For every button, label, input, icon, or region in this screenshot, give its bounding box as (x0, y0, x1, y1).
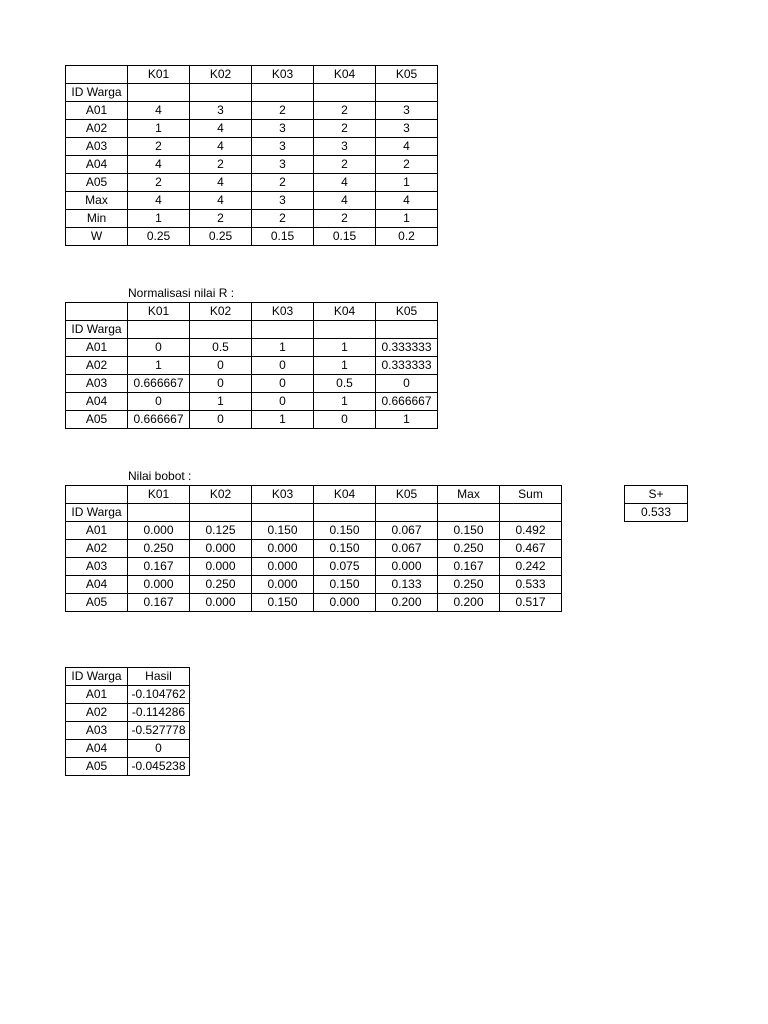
row-label: A03 (66, 558, 128, 576)
table-cell: 4 (190, 138, 252, 156)
table-cell (252, 321, 314, 339)
table-cell: 0.150 (314, 576, 376, 594)
table-cell: 0.533 (500, 576, 562, 594)
table-cell: 0.167 (128, 558, 190, 576)
table-cell: 0 (190, 357, 252, 375)
table-cell: 0 (128, 339, 190, 357)
table-cell: 2 (314, 120, 376, 138)
column-header: K04 (314, 303, 376, 321)
row-label: ID Warga (66, 504, 128, 522)
table-cell: 0.000 (128, 576, 190, 594)
weights-table-body (66, 486, 562, 612)
column-header: K01 (128, 303, 190, 321)
table-cell: 0.150 (314, 522, 376, 540)
table-row (66, 228, 438, 246)
table-cell: 2 (190, 210, 252, 228)
table-row (66, 558, 562, 576)
table-cell: 1 (314, 339, 376, 357)
column-header: Hasil (128, 668, 190, 686)
row-label: A05 (66, 594, 128, 612)
table-cell: -0.114286 (128, 704, 190, 722)
table-cell (376, 504, 438, 522)
table-cell: 3 (376, 120, 438, 138)
row-label: A01 (66, 522, 128, 540)
row-label: A05 (66, 174, 128, 192)
row-label: A02 (66, 540, 128, 558)
table-cell: 3 (252, 120, 314, 138)
table-cell (500, 504, 562, 522)
table-cell: 4 (190, 174, 252, 192)
table-cell: 4 (376, 192, 438, 210)
table-cell: 0.200 (438, 594, 500, 612)
table-header-row (66, 486, 562, 504)
table-cell: 2 (314, 156, 376, 174)
results-table-body (66, 668, 190, 776)
row-label: A03 (66, 375, 128, 393)
table-row (66, 375, 438, 393)
table-header-row (66, 66, 438, 84)
table-cell: 3 (190, 102, 252, 120)
table-cell: 3 (252, 192, 314, 210)
column-header: K05 (376, 66, 438, 84)
table-cell: 0 (252, 357, 314, 375)
table-cell: 1 (376, 210, 438, 228)
table-cell: 0.000 (252, 576, 314, 594)
column-header: ID Warga (66, 668, 128, 686)
table-cell: 0 (314, 411, 376, 429)
table-cell (314, 84, 376, 102)
row-label: A03 (66, 722, 128, 740)
table-row (66, 722, 190, 740)
table-cell: 1 (314, 357, 376, 375)
table-cell: 0.666667 (128, 375, 190, 393)
table-row (66, 504, 562, 522)
s-plus-table (624, 485, 688, 522)
table-cell: 0.150 (252, 594, 314, 612)
table-cell: 4 (314, 174, 376, 192)
table-cell: 0.517 (500, 594, 562, 612)
column-header: K03 (252, 486, 314, 504)
normalization-caption: Normalisasi nilai R : (128, 286, 235, 300)
s-plus-value: 0.533 (625, 504, 688, 522)
table-cell: 0.250 (128, 540, 190, 558)
table-cell (314, 504, 376, 522)
table-cell: 0.666667 (376, 393, 438, 411)
column-header: K03 (252, 303, 314, 321)
table-header-row (66, 668, 190, 686)
table-cell: 0.200 (376, 594, 438, 612)
table-cell: 0 (252, 393, 314, 411)
weights-caption: Nilai bobot : (128, 469, 192, 483)
table-cell: 1 (190, 393, 252, 411)
table-cell: -0.104762 (128, 686, 190, 704)
table-cell: 0.15 (314, 228, 376, 246)
table-cell: 4 (190, 120, 252, 138)
table-cell: 1 (252, 411, 314, 429)
table-cell: 4 (128, 156, 190, 174)
column-header: K03 (252, 66, 314, 84)
table-cell: 4 (314, 192, 376, 210)
table-row (66, 686, 190, 704)
table-row (66, 192, 438, 210)
table-cell (128, 84, 190, 102)
table-cell: 3 (252, 156, 314, 174)
table-cell: -0.045238 (128, 758, 190, 776)
table-cell (190, 84, 252, 102)
table-cell: 1 (128, 210, 190, 228)
table-cell: 2 (252, 210, 314, 228)
row-label: A05 (66, 411, 128, 429)
table-cell: 0.067 (376, 540, 438, 558)
table-cell: 0.000 (376, 558, 438, 576)
table-cell: 0.333333 (376, 339, 438, 357)
table-cell: 1 (128, 357, 190, 375)
table-row (66, 210, 438, 228)
table-cell: 0.150 (314, 540, 376, 558)
table-cell: 0.000 (190, 540, 252, 558)
table-cell: 4 (190, 192, 252, 210)
row-label: A02 (66, 704, 128, 722)
table-cell: 0 (128, 393, 190, 411)
table-cell: 0.250 (438, 576, 500, 594)
table-cell: 3 (252, 138, 314, 156)
table-cell: 0.000 (314, 594, 376, 612)
row-label: A02 (66, 357, 128, 375)
table-cell: 0.492 (500, 522, 562, 540)
table-row (66, 411, 438, 429)
column-header: K04 (314, 486, 376, 504)
row-label: A02 (66, 120, 128, 138)
table-cell: 2 (314, 210, 376, 228)
table-cell: 0.150 (438, 522, 500, 540)
table-row (66, 758, 190, 776)
column-header: K05 (376, 303, 438, 321)
table-cell: 0 (376, 375, 438, 393)
table-cell: 0.000 (190, 558, 252, 576)
column-header: K05 (376, 486, 438, 504)
table-cell (252, 84, 314, 102)
table-cell: 0.167 (128, 594, 190, 612)
table-cell: 0.467 (500, 540, 562, 558)
table-cell: 3 (314, 138, 376, 156)
table-cell: 0.000 (190, 594, 252, 612)
table-row (66, 740, 190, 758)
column-header: K04 (314, 66, 376, 84)
row-label: A03 (66, 138, 128, 156)
table-cell (376, 84, 438, 102)
table-row (66, 84, 438, 102)
table-cell: 0.000 (128, 522, 190, 540)
row-label: A04 (66, 576, 128, 594)
table-cell: 2 (190, 156, 252, 174)
table-row (625, 504, 688, 522)
weights-table (65, 485, 562, 612)
normalization-table-body (66, 303, 438, 429)
table-cell: 0 (252, 375, 314, 393)
table-header-row (66, 303, 438, 321)
normalization-table (65, 302, 438, 429)
table-row (66, 393, 438, 411)
row-label: A05 (66, 758, 128, 776)
table-cell: 2 (128, 174, 190, 192)
s-plus-header: S+ (625, 486, 688, 504)
table-cell: -0.527778 (128, 722, 190, 740)
table-cell: 4 (376, 138, 438, 156)
table-cell: 0.075 (314, 558, 376, 576)
row-label: ID Warga (66, 84, 128, 102)
table-cell: 4 (128, 102, 190, 120)
table-cell: 3 (376, 102, 438, 120)
table-cell: 0.25 (128, 228, 190, 246)
row-label: ID Warga (66, 321, 128, 339)
table-row (66, 522, 562, 540)
table-cell: 0.067 (376, 522, 438, 540)
table-row (625, 486, 688, 504)
table-cell: 0.5 (190, 339, 252, 357)
table-cell: 0.150 (252, 522, 314, 540)
table-row (66, 576, 562, 594)
table-cell: 0 (190, 411, 252, 429)
row-label: A04 (66, 156, 128, 174)
table-cell: 1 (376, 411, 438, 429)
row-label: Max (66, 192, 128, 210)
table-cell: 0.250 (190, 576, 252, 594)
table-row (66, 138, 438, 156)
column-header (66, 66, 128, 84)
criteria-table-body (66, 66, 438, 246)
table-cell (128, 321, 190, 339)
column-header: K02 (190, 66, 252, 84)
column-header: Max (438, 486, 500, 504)
table-cell: 2 (128, 138, 190, 156)
column-header: Sum (500, 486, 562, 504)
table-cell (190, 504, 252, 522)
row-label: A04 (66, 393, 128, 411)
row-label: Min (66, 210, 128, 228)
row-label: A01 (66, 339, 128, 357)
table-row (66, 704, 190, 722)
table-cell: 0.15 (252, 228, 314, 246)
table-cell: 1 (314, 393, 376, 411)
table-cell: 0.000 (252, 540, 314, 558)
table-row (66, 594, 562, 612)
table-cell: 0 (190, 375, 252, 393)
table-row (66, 120, 438, 138)
table-cell: 4 (128, 192, 190, 210)
table-cell (252, 504, 314, 522)
row-label: A01 (66, 102, 128, 120)
table-row (66, 156, 438, 174)
table-cell: 2 (376, 156, 438, 174)
table-cell: 0.000 (252, 558, 314, 576)
table-cell: 1 (376, 174, 438, 192)
results-table (65, 667, 190, 776)
table-row (66, 321, 438, 339)
table-cell: 0.242 (500, 558, 562, 576)
table-row (66, 174, 438, 192)
table-cell (190, 321, 252, 339)
table-cell: 0.5 (314, 375, 376, 393)
table-cell (376, 321, 438, 339)
criteria-table (65, 65, 438, 246)
table-cell: 1 (128, 120, 190, 138)
table-row (66, 357, 438, 375)
table-cell: 2 (314, 102, 376, 120)
table-cell: 0.250 (438, 540, 500, 558)
table-cell: 2 (252, 174, 314, 192)
table-cell: 0.666667 (128, 411, 190, 429)
row-label: W (66, 228, 128, 246)
table-cell: 0.167 (438, 558, 500, 576)
column-header: K01 (128, 66, 190, 84)
table-cell (438, 504, 500, 522)
column-header (66, 303, 128, 321)
table-cell: 0.333333 (376, 357, 438, 375)
table-cell (128, 504, 190, 522)
table-cell: 0 (128, 740, 190, 758)
table-cell: 0.2 (376, 228, 438, 246)
column-header: K01 (128, 486, 190, 504)
table-row (66, 102, 438, 120)
table-row (66, 540, 562, 558)
row-label: A04 (66, 740, 128, 758)
column-header: K02 (190, 486, 252, 504)
column-header (66, 486, 128, 504)
table-cell (314, 321, 376, 339)
table-cell: 0.125 (190, 522, 252, 540)
table-cell: 1 (252, 339, 314, 357)
column-header: K02 (190, 303, 252, 321)
row-label: A01 (66, 686, 128, 704)
table-cell: 0.133 (376, 576, 438, 594)
table-cell: 0.25 (190, 228, 252, 246)
table-cell: 2 (252, 102, 314, 120)
table-row (66, 339, 438, 357)
